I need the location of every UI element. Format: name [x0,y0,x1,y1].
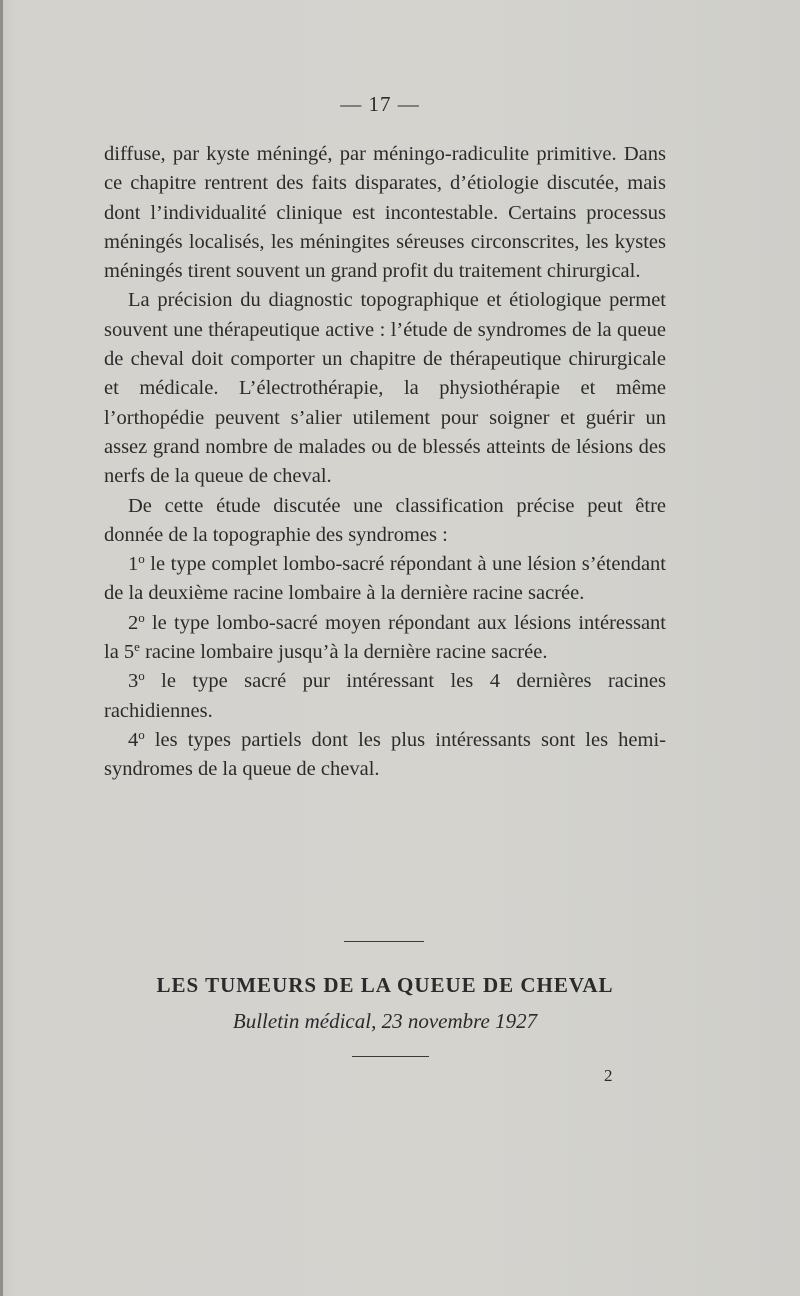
paragraph: De cette étude discutée une classification précise peut être donnée de la topographie des syndromes : [104,494,666,546]
page-spine-edge [0,0,3,1296]
ordinal-superscript: o [138,551,145,567]
section-title: LES TUMEURS DE LA QUEUE DE CHEVAL [156,973,614,997]
list-item: 3$^o$ le type sacré pur intéressant les 4 dernières racines rachidiennes. [104,668,666,722]
list-item: 1$^o$ le type complet lombo-sacré répondant à une lésion s’étendant de la deuxième racine lombaire à la dernière racine sacrée. [104,551,666,605]
paragraph: La précision du diagnostic topographique et étiologique permet souvent une thérapeutique active : l’étude de syndromes de la queue de cheval doit comporter un chapitre de thérapeutique chirurgicale et médicale. L’électrothérapie, la physiothérapie et même l’orthopédie peuvent s’alier utilement pour soigner et guérir un assez grand nombre de malades ou de blessés atteints de lésions des nerfs de la queue de cheval. [104,289,666,488]
ordinal-superscript: o [138,609,145,625]
paragraph: diffuse, par kyste méningé, par méningo-radiculite primitive. Dans ce chapitre rentrent des faits disparates, d’étiologie discutée, mais dont l’individualité clinique est incontestable. Certains processus méningés localisés, les méningites séreuses circonscrites, les kystes méningés tirent souvent un grand profit du traitement chirurgical. [104,143,666,283]
list-item: 4$^o$ les types partiels dont les plus intéressants sont les hemi-syndromes de la queue de cheval. [104,726,666,781]
body-text [104,140,666,785]
section-source: Bulletin médical, 23 novembre 1927 [232,1009,538,1033]
page-number: — 17 — [340,92,420,116]
divider-rule [352,1056,429,1057]
signature-mark: 2 [604,1066,613,1085]
list-item: 2$^o$ le type lombo-sacré moyen répondant aux lésions intéressant la 5e racine lombaire jusqu’à la dernière racine sacrée. [104,609,666,664]
divider-rule [344,941,424,942]
ordinal-superscript: e [134,639,140,655]
ordinal-superscript: o [138,726,145,742]
ordinal-superscript: o [138,668,145,684]
